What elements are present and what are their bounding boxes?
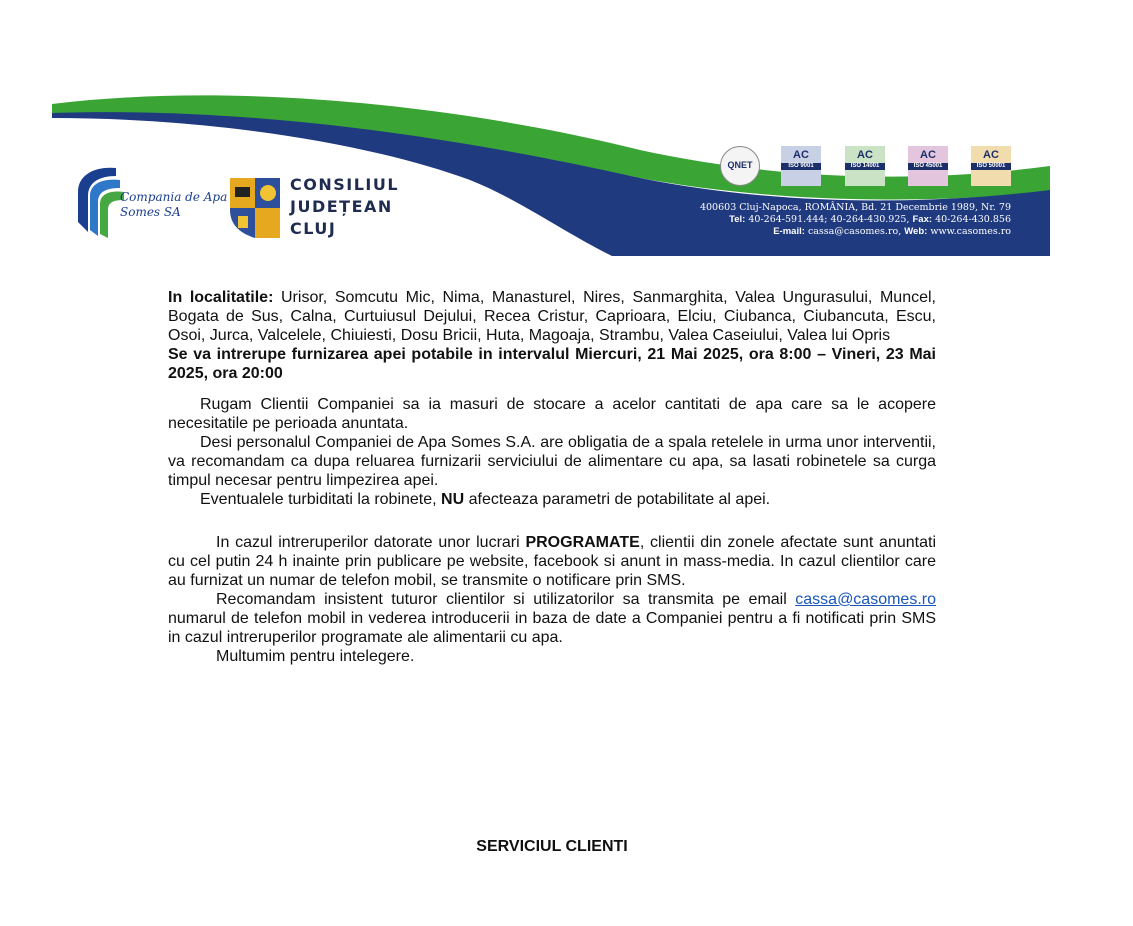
turbidity-text-a: Eventualele turbiditati la robinete, [200, 491, 442, 508]
tel-label: Tel: [729, 214, 746, 225]
scheduled-text-b: , clientii din zonele afectate sunt anuntati cu cel putin 24 h inainte prin publicare pe website, facebook si anunt in mass-media. In cazul clientilor care au furnizat un numar de telefon mobil, se transmite o notificare prin SMS. [168, 534, 936, 589]
council-line-2: JUDEȚEAN [290, 197, 393, 216]
scheduled-works-paragraph [168, 533, 936, 590]
scheduled-text-bold: PROGRAMATE [525, 534, 640, 551]
tel-value: 40-264-591.444; 40-264-430.925, [748, 214, 910, 225]
cert-sub: ISO 9001 [781, 163, 821, 170]
certification-badge-3 [908, 146, 948, 186]
certification-badge-2 [845, 146, 885, 186]
email-link[interactable]: cassa@casomes.ro [795, 591, 936, 608]
notice-body [168, 288, 936, 666]
company-logo-text: Compania de Apa Somes SA [120, 190, 228, 219]
council-line-1: CONSILIUL [290, 175, 400, 194]
interruption-notice: Se va intrerupe furnizarea apei potabile in intervalul Miercuri, 21 Mai 2025, ora 8:00 – Vineri, 23 Mai 2025, ora 20:00 [168, 346, 936, 382]
email-recommendation [168, 590, 936, 647]
council-crest-icon [228, 176, 282, 240]
turbidity-text-bold: NU [441, 491, 465, 508]
certification-badge-1 [781, 146, 821, 186]
contact-address: 400603 Cluj-Napoca, ROMÂNIA, Bd. 21 Decembrie 1989, Nr. 79 [699, 202, 1011, 213]
email-value[interactable]: cassa@casomes.ro, [807, 226, 902, 237]
turbidity-note [168, 490, 936, 509]
cert-label: AC [983, 149, 999, 161]
cert-label: QNET [727, 160, 753, 170]
signature: SERVICIUL CLIENTI [476, 838, 628, 855]
cert-label: AC [857, 149, 873, 161]
cert-sub: ISO 45001 [908, 163, 948, 170]
cert-sub: ISO 14001 [845, 163, 885, 170]
localities-list: Urisor, Somcutu Mic, Nima, Manasturel, Nires, Sanmarghita, Valea Ungurasului, Muncel, Bogata de Sus, Calna, Curtuiusul Dejului, Recea Cristur, Caprioara, Elciu, Ciubanca, Ciubancuta, Escu, Osoi, Jurca, Valcelele, Chiuiesti, Dosu Bricii, Huta, Magoaja, Strambu, Valea Caseiului, Valea lui Opris [168, 289, 936, 344]
cert-label: AC [793, 149, 809, 161]
recommendation-text-b: numarul de telefon mobil in vederea introducerii in baza de date a Companiei pentru a fi notificati prin SMS in cazul intreruperilor programate ale alimentarii cu apa. [168, 610, 936, 646]
cert-label: AC [920, 149, 936, 161]
certification-badge-4 [971, 146, 1011, 186]
recommendation-text-a: Recomandam insistent tuturor clientilor si utilizatorilor sa transmita pe email [216, 591, 796, 608]
scheduled-text-a: In cazul intreruperilor datorate unor lucrari [216, 534, 526, 551]
turbidity-text-b: afecteaza parametri de potabilitate al apei. [464, 491, 771, 508]
localities-label: In localitatile: [168, 289, 274, 306]
contact-info [700, 202, 1011, 238]
cert-sub: ISO 50001 [971, 163, 1011, 170]
email-label: E-mail: [773, 226, 805, 237]
qnet-certification-icon [720, 146, 760, 186]
fax-label: Fax: [912, 214, 933, 225]
contact-phone-fax [700, 214, 1011, 226]
contact-email-web [700, 226, 1011, 238]
flushing-advice: Desi personalul Companiei de Apa Somes S.A. are obligatia de a spala retelele in urma unor interventii, va recomandam ca dupa reluarea furnizarii serviciului de alimentare cu apa, sa lasati robinetele sa curga timpul necesar pentru limpezirea apei. [168, 434, 936, 489]
fax-value: 40-264-430.856 [935, 214, 1011, 225]
localities-paragraph [168, 288, 936, 345]
web-value[interactable]: www.casomes.ro [930, 226, 1011, 237]
council-line-3: CLUJ [290, 219, 337, 238]
storage-advice: Rugam Clientii Companiei sa ia masuri de stocare a acelor cantitati de apa care sa le acopere necesitatile pe perioada anuntata. [168, 396, 936, 432]
web-label: Web: [904, 226, 928, 237]
council-name [290, 174, 399, 240]
thanks-line: Multumim pentru intelegere. [216, 648, 415, 665]
